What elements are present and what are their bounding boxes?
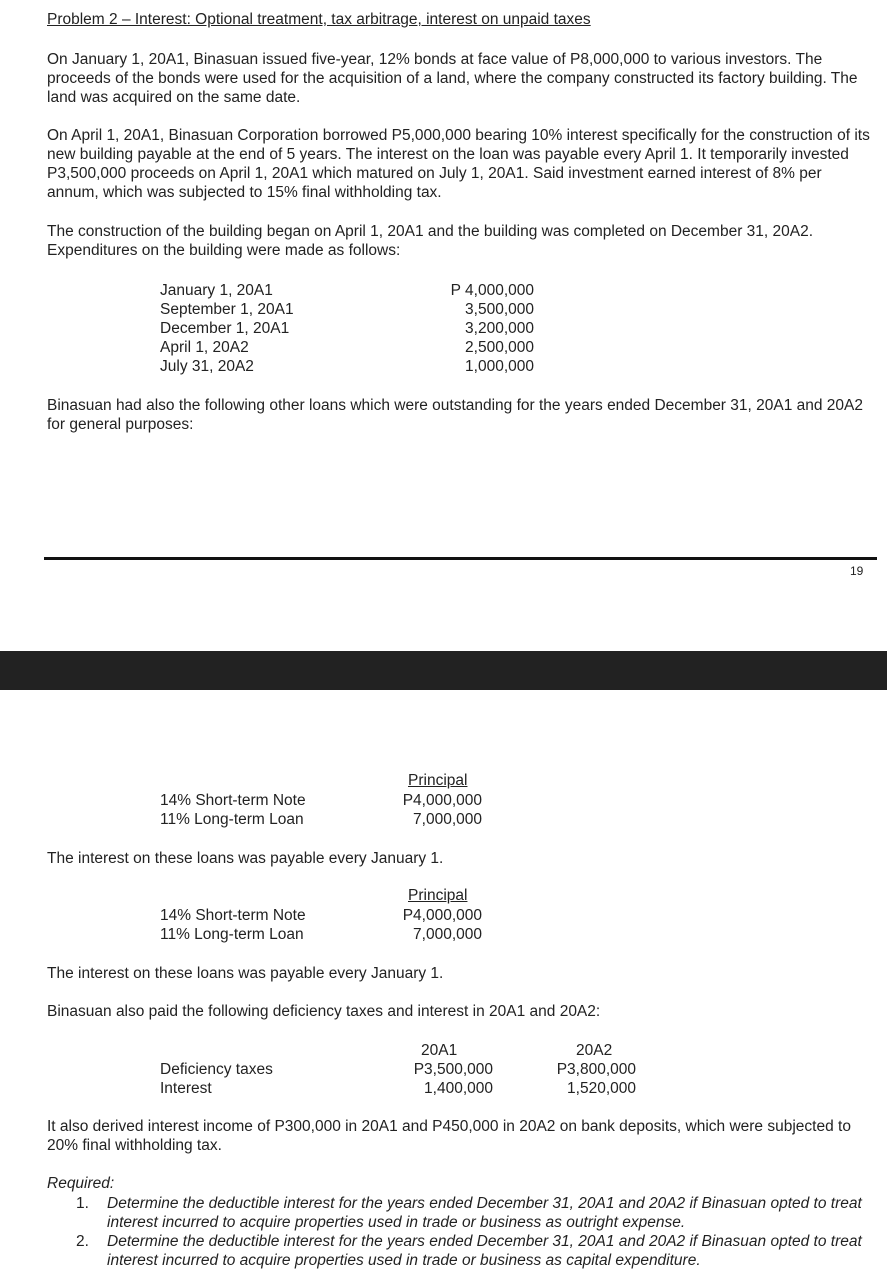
deficiency-label: Deficiency taxes <box>160 1061 273 1078</box>
loan-principal: 7,000,000 <box>413 811 482 828</box>
required-text: Determine the deductible interest for the years ended December 31, 20A1 and 20A2 if Binasuan opted to treat interest incurred to acquire properties used in trade or business as outright expense. <box>107 1195 862 1231</box>
loan-name: 14% Short-term Note <box>160 792 306 809</box>
deficiency-value: P3,800,000 <box>556 1061 636 1078</box>
loans-header-principal: Principal <box>408 772 468 789</box>
deficiency-value: P3,500,000 <box>413 1061 493 1078</box>
deficiency-label: Interest <box>160 1080 212 1097</box>
paragraph-bonds: On January 1, 20A1, Binasuan issued five-year, 12% bonds at face value of P8,000,000 to various investors. The proceeds of the bonds were used for the acquisition of a land, where the company constructed its factory building. The land was acquired on the same date. <box>47 51 858 106</box>
expenditure-date: April 1, 20A2 <box>160 339 249 356</box>
expenditure-amount: P 4,000,000 <box>450 282 534 299</box>
required-text: Determine the deductible interest for the years ended December 31, 20A1 and 20A2 if Binasuan opted to treat interest incurred to acquire properties used in trade or business as capital expenditure. <box>107 1233 862 1269</box>
expenditure-amount: 3,500,000 <box>465 301 534 318</box>
deficiency-intro: Binasuan also paid the following deficiency taxes and interest in 20A1 and 20A2: <box>47 1003 601 1020</box>
page-break-band <box>0 651 887 690</box>
loan-name: 11% Long-term Loan <box>160 811 304 828</box>
page-number: 19 <box>850 564 864 578</box>
loan-principal: P4,000,000 <box>402 907 482 924</box>
loans-header-principal: Principal <box>408 887 468 904</box>
required-label: Required: <box>47 1175 115 1192</box>
loan-name: 14% Short-term Note <box>160 907 306 924</box>
expenditure-amount: 2,500,000 <box>465 339 534 356</box>
loans-note: The interest on these loans was payable every January 1. <box>47 850 444 867</box>
problem-title: Problem 2 – Interest: Optional treatment, tax arbitrage, interest on unpaid taxes <box>47 11 591 28</box>
paragraph-specific-loan: On April 1, 20A1, Binasuan Corporation borrowed P5,000,000 bearing 10% interest specifically for the construction of its new building payable at the end of 5 years. The interest on the loan was payable every April 1. It temporarily invested P3,500,000 proceeds on April 1, 20A1 which matured on July 1, 20A1. Said investment earned interest of 8% per annum, which was subjected to 15% final withholding tax. <box>47 127 870 201</box>
expenditure-date: January 1, 20A1 <box>160 282 273 299</box>
deficiency-value: 1,400,000 <box>424 1080 493 1097</box>
required-number: 2. <box>76 1233 89 1250</box>
expenditure-amount: 3,200,000 <box>465 320 534 337</box>
expenditure-date: December 1, 20A1 <box>160 320 290 337</box>
year-header: 20A2 <box>576 1042 613 1059</box>
loan-principal: P4,000,000 <box>402 792 482 809</box>
paragraph-general-loans: Binasuan had also the following other loans which were outstanding for the years ended December 31, 20A1 and 20A2 for general purposes: <box>47 397 864 433</box>
interest-income-paragraph: It also derived interest income of P300,000 in 20A1 and P450,000 in 20A2 on bank deposits, which were subjected to 20% final withholding tax. <box>47 1118 851 1154</box>
loan-principal: 7,000,000 <box>413 926 482 943</box>
deficiency-value: 1,520,000 <box>567 1080 636 1097</box>
loan-name: 11% Long-term Loan <box>160 926 304 943</box>
loans-note-repeat: The interest on these loans was payable every January 1. <box>47 965 444 982</box>
required-number: 1. <box>76 1195 89 1212</box>
paragraph-construction: The construction of the building began on April 1, 20A1 and the building was completed on December 31, 20A2. Expenditures on the building were made as follows: <box>47 223 814 259</box>
expenditure-amount: 1,000,000 <box>465 358 534 375</box>
page-footer-rule <box>44 557 877 560</box>
expenditure-date: September 1, 20A1 <box>160 301 294 318</box>
expenditure-date: July 31, 20A2 <box>160 358 254 375</box>
year-header: 20A1 <box>421 1042 458 1059</box>
